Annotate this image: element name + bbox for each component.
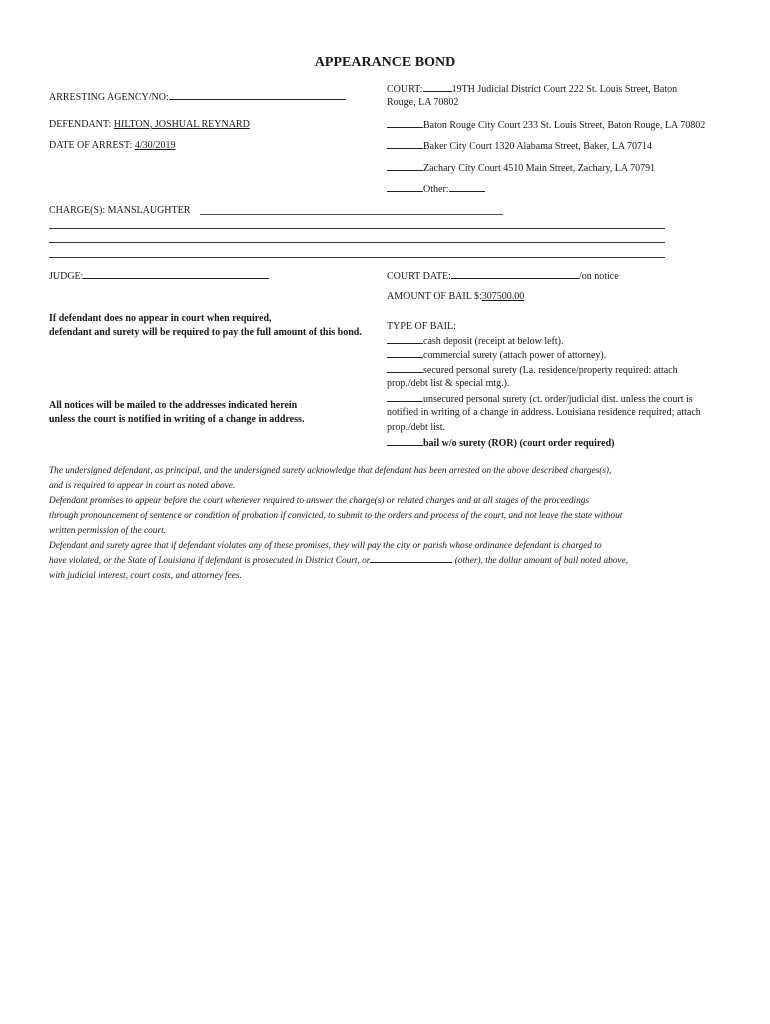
arrest-date-label: DATE OF ARREST: [49,140,133,151]
bail-type-ror [387,436,614,450]
arresting-agency-row [49,90,346,104]
agreement-line-with-blank [49,554,729,569]
defendant-row [49,118,250,131]
bail-secured-line2: prop./debt list & special mtg.). [387,378,510,389]
court-19th-line2: Rouge, LA 70802 [387,97,459,108]
bail-amount-field[interactable]: 307500.00 [481,291,525,302]
bail-ror-checkbox[interactable] [387,436,423,446]
agreement-line: with judicial interest, court costs, and attorney fees. [49,571,242,581]
notice-line-1: All notices will be mailed to the addresses indicated herein [49,400,298,411]
arrest-date-field[interactable]: 4/30/2019 [134,140,176,151]
arrest-date-row [49,139,175,152]
court-option-baton-rouge [387,118,705,132]
warning-line-2: defendant and surety will be required to pay the full amount of this bond. [49,327,362,338]
bail-type-commercial [387,348,606,362]
bail-commercial-label: commercial surety (attach power of attorney). [423,350,607,361]
court-zachary-label: Zachary City Court 4510 Main Street, Zachary, LA 70791 [423,163,656,174]
agreement-line: written permission of the court. [49,526,166,536]
court-19th-line1: 19TH Judicial District Court 222 St. Louis Street, Baton [451,84,678,95]
court-19th-checkbox[interactable] [423,82,452,92]
judge-row [49,269,269,283]
court-date-label: COURT DATE: [387,271,451,282]
bail-secured-checkbox[interactable] [387,363,423,373]
court-date-row [387,269,619,283]
bail-type-cash [387,334,564,348]
court-option-other [387,182,485,196]
court-baton-rouge-checkbox[interactable] [387,118,423,128]
court-other-field[interactable] [449,182,485,192]
bail-unsecured-line2: notified in writing of a change in address. Louisiana residence required; attach [387,407,701,418]
agreement-line: The undersigned defendant, as principal, and the undersigned surety acknowledge that defendant has been arrested on the above described charges(s), [49,466,612,476]
charges-extra-line-1[interactable] [49,228,665,229]
charges-extra-line-2[interactable] [49,242,665,243]
agreement-line: Defendant and surety agree that if defendant violates any of these promises, they will pay the city or parish whose ordinance defendant is charged to [49,541,602,551]
bail-unsecured-line3: prop./debt list. [387,422,446,433]
bail-secured-label: secured personal surety (La. residence/property required: attach [423,365,678,376]
court-other-label: Other: [423,184,449,195]
bail-type-secured [387,363,678,377]
court-option-19th [387,82,677,96]
bail-ror-label: bail w/o surety (ROR) (court order required) [423,438,615,449]
warning-line-1: If defendant does no appear in court when required, [49,313,272,324]
bail-cash-checkbox[interactable] [387,334,423,344]
agreement-line: Defendant promises to appear before the court whenever required to answer the charge(s) or related charges and at all stages of the proceedings [49,496,589,506]
court-baker-label: Baker City Court 1320 Alabama Street, Baker, LA 70714 [423,141,653,152]
court-option-zachary [387,161,655,175]
notice-line-2: unless the court is notified in writing of a change in address. [49,414,305,425]
charges-label: CHARGE(S): [49,205,106,216]
bail-type-unsecured [387,392,693,406]
agreement-paragraph [49,464,729,584]
form-title: APPEARANCE BOND [314,55,456,70]
bail-cash-label: cash deposit (receipt at below left). [423,336,564,347]
defendant-label: DEFENDANT: [49,119,112,130]
charges-row [49,204,190,217]
bail-amount-row [387,290,524,303]
judge-label: JUDGE: [49,271,84,282]
court-date-suffix: /on notice [578,271,619,282]
bail-unsecured-label: unsecured personal surety (ct. order/judicial dist. unless the court is [423,394,693,405]
court-baker-checkbox[interactable] [387,139,423,149]
arresting-agency-field[interactable] [169,90,346,100]
bail-type-label: TYPE OF BAIL: [387,321,456,332]
court-date-field[interactable] [451,269,579,279]
charges-underline [200,214,503,215]
judge-field[interactable] [83,269,269,279]
bail-commercial-checkbox[interactable] [387,348,423,358]
court-baton-rouge-label: Baton Rouge City Court 233 St. Louis Street, Baton Rouge, LA 70802 [423,120,706,131]
charges-field[interactable]: MANSLAUGHTER [107,205,191,216]
agreement-line-part: have violated, or the State of Louisiana if defendant is prosecuted in District Court, or [49,556,371,566]
court-other-checkbox[interactable] [387,182,423,192]
defendant-field[interactable]: HILTON, JOSHUAL REYNARD [113,119,250,130]
court-zachary-checkbox[interactable] [387,161,423,171]
bail-unsecured-checkbox[interactable] [387,392,423,402]
agreement-line-part: (other), the dollar amount of bail noted above, [452,556,628,566]
charges-extra-line-3[interactable] [49,257,665,258]
other-jurisdiction-field[interactable] [370,554,452,563]
arresting-agency-label: ARRESTING AGENCY/NO: [49,92,169,103]
court-label: COURT: [387,84,423,95]
bail-amount-label: AMOUNT OF BAIL $: [387,291,482,302]
court-option-baker [387,139,652,153]
agreement-line: through pronouncement of sentence or condition of probation if convicted, to submit to the orders and process of the court, and not leave the state without [49,511,623,521]
agreement-line: and is required to appear in court as noted above. [49,481,236,491]
